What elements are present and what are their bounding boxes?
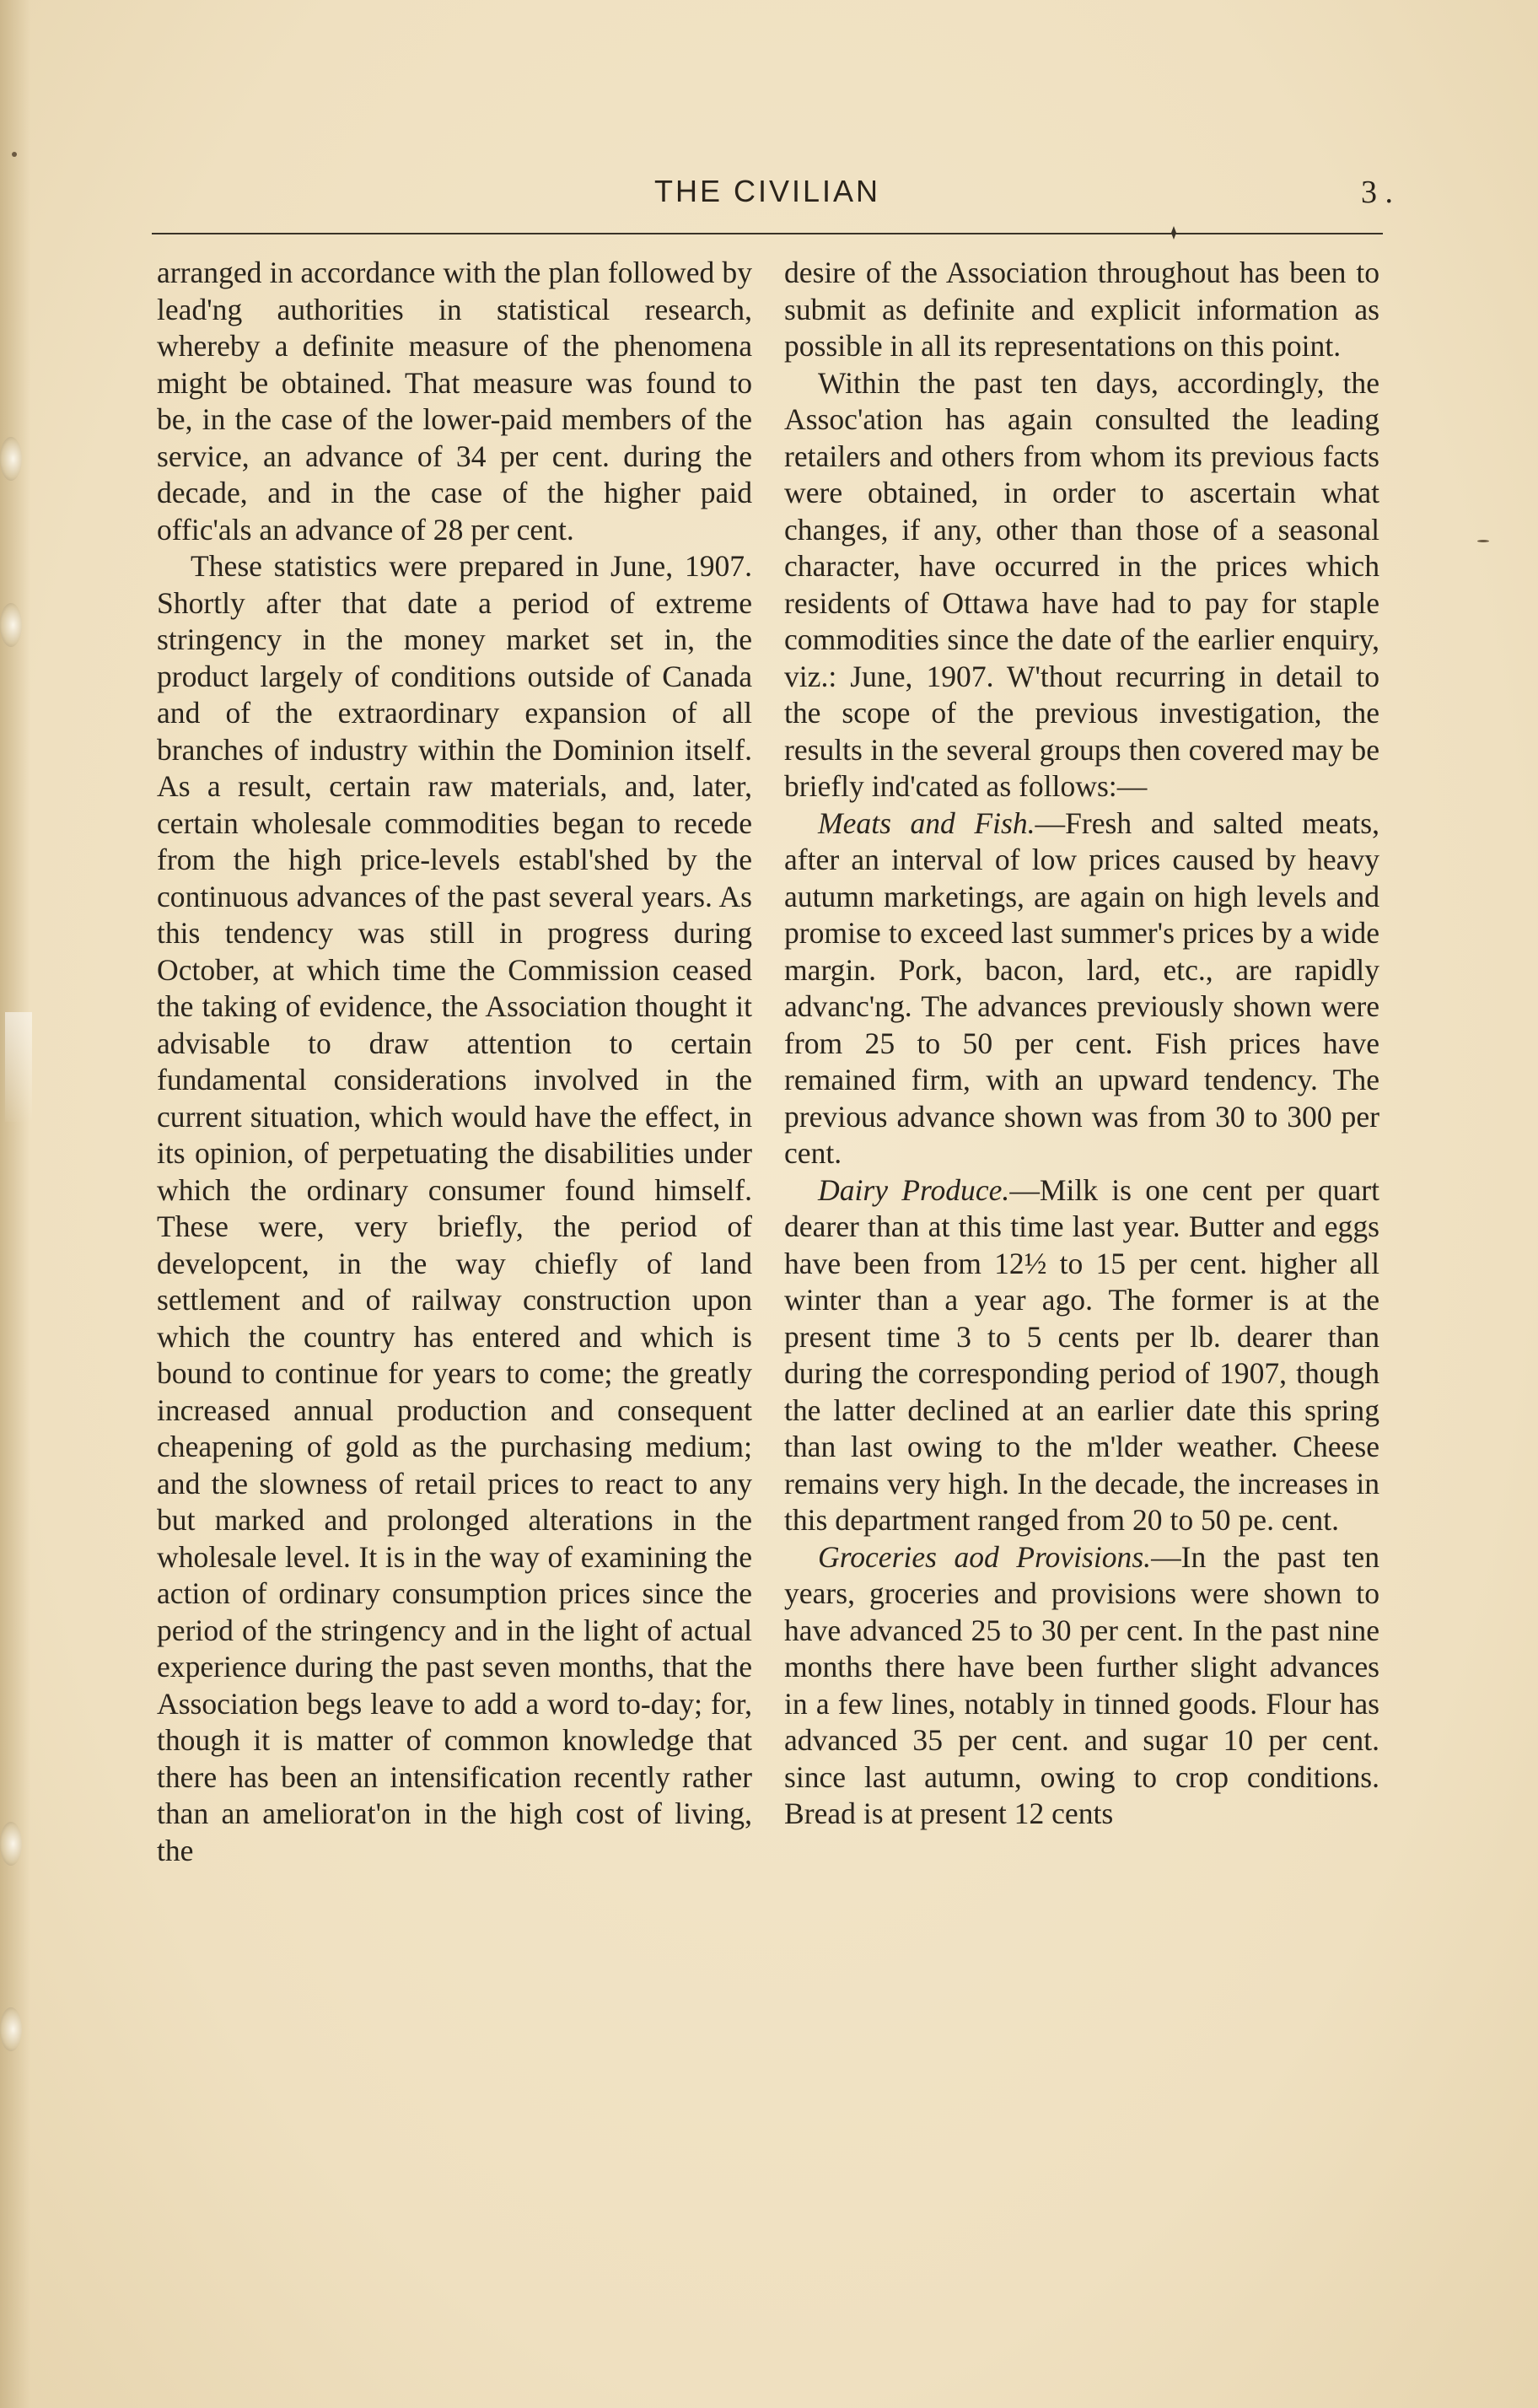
left-paragraph-2: These statistics were prepared in June, 1907. Shortly after that date a period of extreme stringency in the money market set in, the product largely of conditions outside of Canada and of the extraordinary expansion of all branches of industry within the Dominion itself. As a result, certain raw materials, and, later, certain wholesale commodities began to recede from the high price-levels establ'shed by the continuous advances of the past several years. As this tendency was still in progress during October, at which time the Commission ceased the taking of evidence, the Association thought it advisable to draw attention to certain fundamental considerations involved in the current situation, which would have the effect, in its opinion, of perpetuating the disabilities under which the ordinary consumer found himself. These were, very briefly, the period of developcent, in the way chiefly of land settlement and of railway construction upon which the country has entered and which is bound to continue for years to come; the greatly increased annual production and consequent cheapening of gold as the purchasing medium; and the slowness of retail prices to react to any but marked and prolonged alterations in the wholesale level. It is in the way of examining the action of ordinary consumption prices since the period of the stringency and in the light of actual experience during the past seven months, that the Association begs leave to add a word to-day; for, though it is matter of common knowledge that there has been an intensification recently rather than an ameliorat'on in the high cost of living, the <box>157 549 752 1867</box>
binding-hole <box>0 437 22 481</box>
paper-tear <box>5 1012 32 1122</box>
right-paragraph-2: Within the past ten days, accordingly, the Assoc'ation has again consulted the leading retailers and others from whom its previous facts were obtained, in order to ascertain what changes, if any, other than those of a seasonal character, have occurred in the prices which residents of Ottawa have had to pay for staple commodities since the date of the earlier enquiry, viz.: June, 1907. W'thout recurring in detail to the scope of the previous investigation, the results in the several groups then covered may be briefly ind'cated as follows:— <box>784 365 1379 803</box>
left-paragraph-1: arranged in accordance with the plan followed by lead'ng authorities in statistical research, whereby a definite measure of the phenomena might be obtained. That measure was found to be, in the case of the lower-paid members of the service, an advance of 34 per cent. during the decade, and in the case of the higher paid offic'als an advance of 28 per cent. <box>157 256 752 547</box>
binding-hole <box>0 603 22 647</box>
binding-hole <box>0 2007 22 2051</box>
binding-hole <box>0 1822 22 1866</box>
paper-speck <box>12 152 17 157</box>
section-heading: Dairy Produce. <box>818 1172 1010 1207</box>
page-number: 3 . <box>1361 175 1393 210</box>
section-dairy-produce <box>784 1172 1379 1539</box>
right-paragraph-1: desire of the Association throughout has been to submit as definite and explicit information as possible in all its representations on this point. <box>784 256 1379 363</box>
section-text: —In the past ten years, groceries and provisions were shown to have advanced 25 to 30 per cent. In the past nine months there have been further slight advances in a few lines, notably in tinned goods. Flour has advanced 35 per cent. and sugar 10 per cent. since last autumn, owing to crop conditions. Bread is at present 12 cents <box>784 1539 1379 1830</box>
section-heading: Meats and Fish. <box>818 805 1035 840</box>
section-meats-and-fish <box>784 805 1379 1172</box>
right-column <box>784 255 1379 1833</box>
section-text: —Fresh and salted meats, after an interval of low prices caused by heavy autumn marketings, are again on high levels and promise to exceed last summer's prices by a wide margin. Pork, bacon, lard, etc., are rapidly advanc'ng. The advances previously shown were from 25 to 50 per cent. Fish prices have remained firm, with an upward tendency. The previous advance shown was from 30 to 300 per cent. <box>784 805 1379 1170</box>
header-rule <box>152 233 1383 234</box>
left-column <box>157 255 752 1869</box>
section-heading: Groceries aod Provisions. <box>818 1539 1152 1574</box>
journal-title: THE CIVILIAN <box>653 174 881 208</box>
section-groceries <box>784 1539 1379 1833</box>
running-head <box>152 174 1393 224</box>
rule-ornament <box>1164 224 1184 241</box>
section-text: —Milk is one cent per quart dearer than at this time last year. Butter and eggs have been from 12½ to 15 per cent. higher all winter than a year ago. The former is at the present time 3 to 5 cents per lb. dearer than during the corresponding period of 1907, though the latter declined at an earlier date this spring than last owing to the m'lder weather. Cheese remains very high. In the decade, the increases in this department ranged from 20 to 50 pe. cent. <box>784 1172 1379 1537</box>
paper-speck <box>1477 540 1489 542</box>
